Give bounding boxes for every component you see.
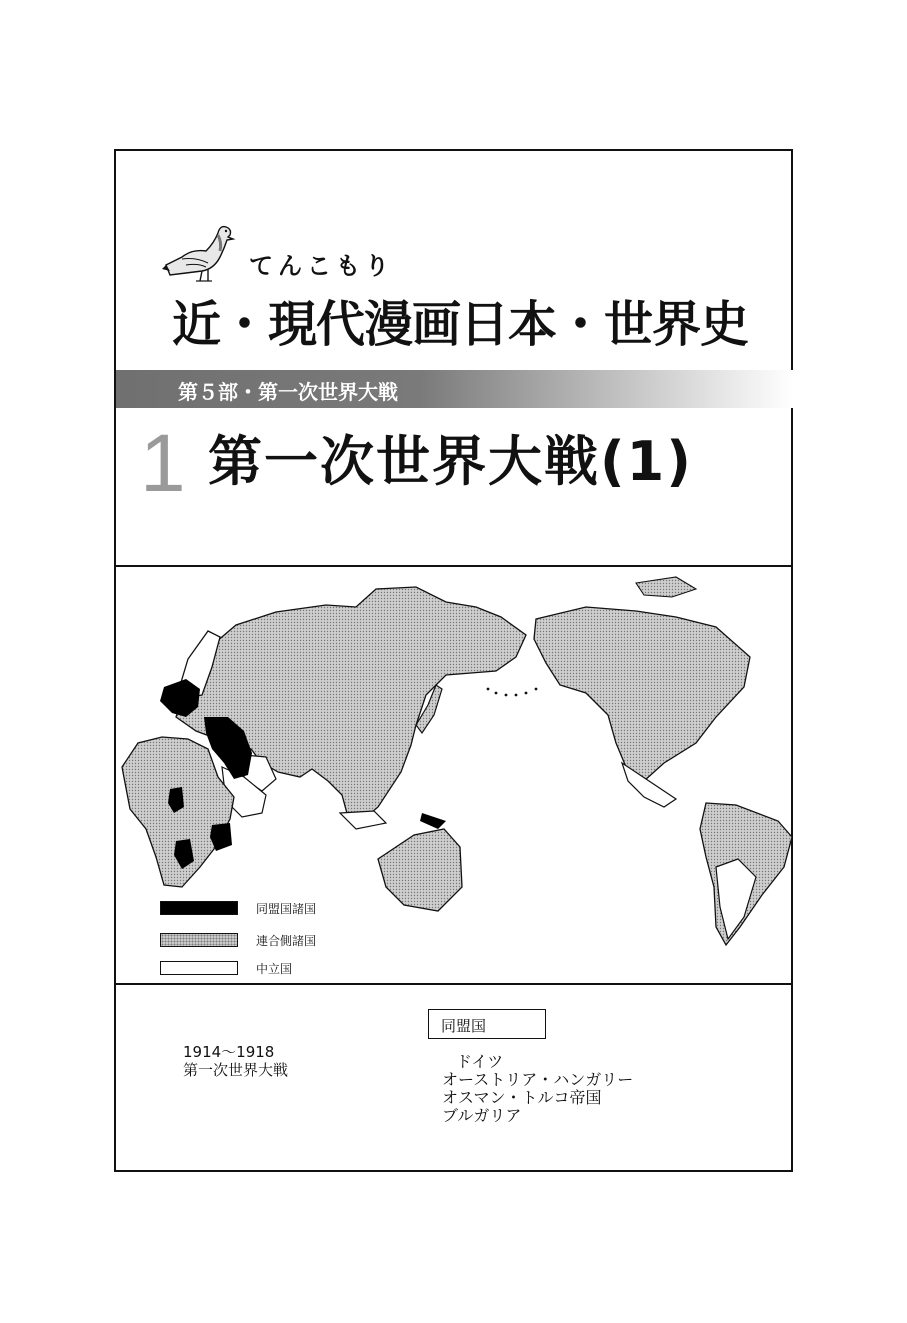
arctic-islands <box>636 577 696 597</box>
sea-islands <box>340 811 386 829</box>
member-list <box>442 1053 633 1125</box>
list-item: オーストリア・ハンガリー <box>442 1070 634 1089</box>
part-bar <box>116 370 793 408</box>
new-guinea-region <box>420 813 446 829</box>
legend-label: 中立国 <box>256 962 293 976</box>
list-item: ブルガリア <box>442 1106 522 1125</box>
series-label: てんこもり <box>249 252 394 280</box>
central-powers-box: 同盟国 <box>428 1009 546 1039</box>
australia-region <box>378 829 462 911</box>
legend-swatch-black <box>160 901 238 915</box>
info-panel <box>116 985 791 1170</box>
africa-region <box>122 737 234 887</box>
chapter-title: 第一次世界大戦(1) <box>208 430 693 493</box>
list-item: オスマン・トルコ帝国 <box>442 1088 602 1107</box>
years-text: 1914〜1918 <box>183 1043 275 1061</box>
chapter-number: 1 <box>140 418 186 509</box>
world-map <box>116 567 793 985</box>
date-block <box>183 1043 288 1079</box>
legend-label: 同盟国諸国 <box>256 902 317 916</box>
legend-swatch-white <box>160 961 238 975</box>
island-chain <box>487 688 538 697</box>
main-title: 近・現代漫画日本・世界史 <box>172 296 749 353</box>
page-frame <box>114 149 793 1172</box>
legend-swatch-gray <box>160 933 238 947</box>
title-panel <box>116 151 791 567</box>
list-item: ドイツ <box>456 1052 504 1071</box>
pigeon-icon <box>162 221 236 283</box>
legend-label: 連合側諸国 <box>256 934 317 948</box>
north-america-region <box>534 607 750 781</box>
map-panel <box>116 567 791 985</box>
part-label: 第５部・第一次世界大戦 <box>178 380 398 404</box>
event-text: 第一次世界大戦 <box>183 1061 289 1079</box>
